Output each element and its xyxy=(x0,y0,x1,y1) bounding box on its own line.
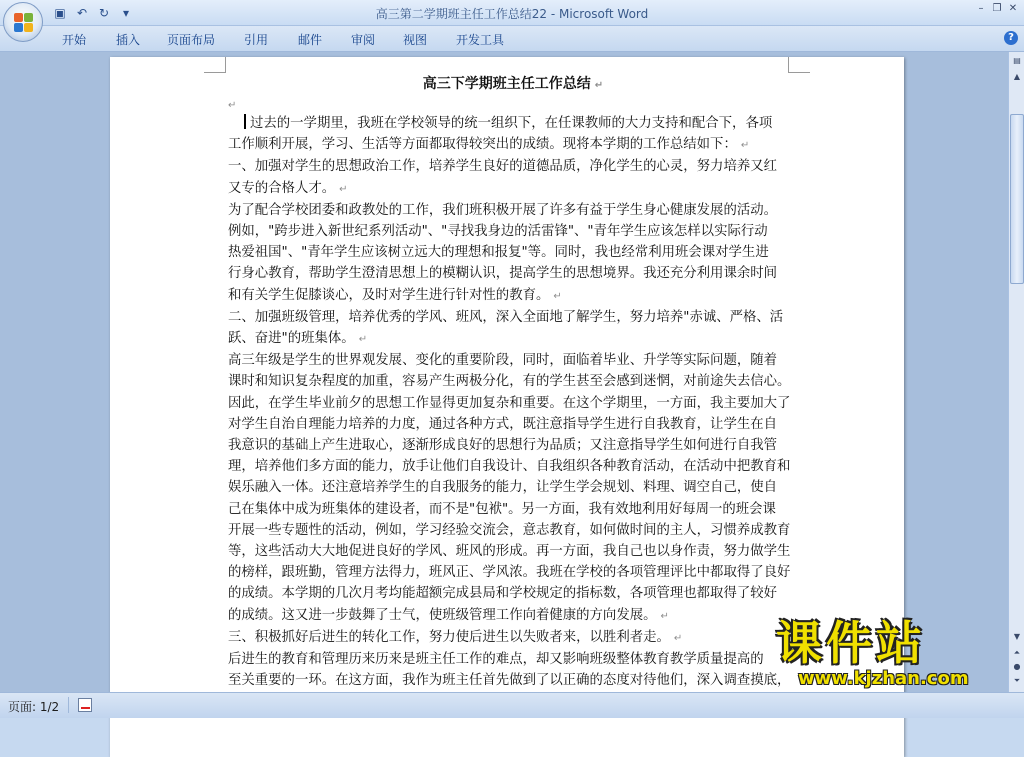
status-bar xyxy=(0,692,1024,718)
document-line xyxy=(228,605,798,627)
document-line xyxy=(228,393,798,414)
ribbon-tabs xyxy=(0,26,1024,52)
line-text: 等，这些活动大大地促进良好的学风、班风的形成。再一方面，我自己也以身作责，努力做学生 xyxy=(228,544,791,560)
app-name: Microsoft Word xyxy=(558,7,649,21)
undo-icon[interactable]: ↶ xyxy=(76,6,88,20)
status-divider xyxy=(68,697,69,713)
next-page-icon[interactable]: ⏷ xyxy=(1013,676,1021,685)
line-text: 一、加强对学生的思想政治工作，培养学生良好的道德品质，净化学生的心灵，努力培养又红 xyxy=(228,159,778,175)
line-text: 工作顺利开展，学习、生活等方面都取得较突出的成绩。现将本学期的工作总结如下： xyxy=(228,137,737,153)
paragraph-mark: ↵ xyxy=(339,183,348,195)
line-text: 三、积极抓好后进生的转化工作，努力使后进生以失败者来，以胜利者走。 xyxy=(228,629,670,645)
document-line xyxy=(228,307,798,328)
document-line xyxy=(228,242,798,263)
line-text: 至关重要的一环。在这方面，我作为班主任首先做到了以正确的态度对待他们，深入调查摸底， xyxy=(228,673,791,689)
document-line xyxy=(228,371,798,392)
line-text: 课时和知识复杂程度的加重，容易产生两极分化，有的学生甚至会感到迷惘，对前途失去信心。 xyxy=(228,374,791,390)
line-text: 对学生自治自理能力培养的力度，通过各种方式，既注意指导学生进行自我教育，让学生在自 xyxy=(228,416,778,432)
line-text: 过去的一学期里，我班在学校领导的统一组织下，在任课教师的大力支持和配合下，各项 xyxy=(250,116,773,131)
watermark-url: www.kjzhan.com xyxy=(798,668,969,689)
line-text: 跃、奋进"的班集体。 xyxy=(228,331,355,347)
close-icon[interactable]: ✕ xyxy=(1008,3,1018,14)
vertical-scrollbar[interactable] xyxy=(1008,52,1024,692)
document-lines xyxy=(228,113,798,713)
document-line xyxy=(228,221,798,242)
line-text: 理，培养他们多方面的能力，放手让他们自我设计、自我组织各种教育活动，在活动中把教育和 xyxy=(228,459,791,475)
paragraph-mark: ↵ xyxy=(553,290,562,302)
scroll-thumb[interactable] xyxy=(1010,114,1024,284)
document-line xyxy=(228,285,798,307)
document-line xyxy=(228,520,798,541)
tab-developer[interactable]: 开发工具 xyxy=(456,33,505,47)
line-text: 二、加强班级管理，培养优秀的学风、班风，深入全面地了解学生，努力培养"赤诚、严格、活 xyxy=(228,309,784,325)
tab-home[interactable]: 开始 xyxy=(62,33,87,47)
paragraph-mark: ↵ xyxy=(740,140,750,152)
document-line xyxy=(228,541,798,562)
document-line xyxy=(228,350,798,371)
paragraph-mark: ↵ xyxy=(594,80,604,91)
text-cursor xyxy=(244,114,246,129)
scroll-down-icon[interactable]: ▼ xyxy=(1013,632,1021,641)
tab-view[interactable]: 视图 xyxy=(403,33,428,47)
tab-review[interactable]: 审阅 xyxy=(351,33,376,47)
office-button[interactable] xyxy=(3,2,43,42)
title-separator: - xyxy=(547,7,559,21)
document-line xyxy=(228,562,798,583)
document-line xyxy=(228,670,798,691)
browse-object-icon[interactable]: ● xyxy=(1013,662,1021,671)
line-text: 娱乐融入一体。还注意培养学生的自我服务的能力，让学生学会规划、料理、调空自己，使自 xyxy=(228,480,778,496)
window-title xyxy=(0,5,1024,22)
office-logo-icon xyxy=(14,13,34,33)
title-bar xyxy=(0,0,1024,26)
tab-references[interactable]: 引用 xyxy=(244,33,269,47)
document-line xyxy=(228,414,798,435)
line-text: 热爱祖国"、"青年学生应该树立远大的理想和报复"等。同时，我也经常利用班会课对学生进 xyxy=(228,245,769,261)
line-text: 高三年级是学生的世界观发展、变化的重要阶段，同时，面临着毕业、升学等实际问题，随着 xyxy=(228,353,778,369)
line-text: 的榜样，跟班勤，管理方法得力，班风正、学风浓。我班在学校的各项管理评比中都取得了良好 xyxy=(228,565,791,581)
document-line xyxy=(228,263,798,284)
paragraph-mark: ↵ xyxy=(228,100,237,111)
redo-icon[interactable]: ↻ xyxy=(98,6,110,20)
line-text: 因此，在学生毕业前夕的思想工作显得更加复杂和重要。在这个学期里，一方面，我主要加大了 xyxy=(228,395,791,411)
tab-page-layout[interactable]: 页面布局 xyxy=(167,33,216,47)
tab-insert[interactable]: 插入 xyxy=(116,33,141,47)
line-text: 我意识的基础上产生进取心，逐渐形成良好的思想行为品质；又注意指导学生如何进行自我管 xyxy=(228,438,778,454)
document-line xyxy=(228,435,798,456)
previous-page-icon[interactable]: ⏶ xyxy=(1013,648,1021,657)
document-line xyxy=(228,477,798,498)
document-heading xyxy=(228,71,798,97)
empty-paragraph xyxy=(228,97,798,113)
proofing-icon[interactable] xyxy=(78,698,92,712)
paragraph-mark: ↵ xyxy=(660,610,669,622)
heading-text: 高三下学期班主任工作总结 xyxy=(422,76,591,92)
line-text: 己在集体中成为班集体的建设者，而不是"包袱"。另一方面，我有效地利用好每周一的班会课 xyxy=(228,501,776,517)
line-text: 的成绩。本学期的几次月考均能超额完成县局和学校规定的指标数，各项管理也都取得了较好 xyxy=(228,586,778,602)
window-controls xyxy=(974,2,1020,16)
document-line xyxy=(228,627,798,649)
document-line xyxy=(228,328,798,350)
document-line xyxy=(228,178,798,200)
document-line xyxy=(228,200,798,221)
line-text: 后进生的教育和管理历来历来是班主任工作的难点，却又影响班级整体教育教学质量提高的 xyxy=(228,652,764,668)
ruler-toggle-icon[interactable]: ▤ xyxy=(1013,56,1021,65)
line-text: 又专的合格人才。 xyxy=(228,180,336,196)
document-name: 高三第二学期班主任工作总结22 xyxy=(375,7,548,21)
page-indicator[interactable]: 页面: 1/2 xyxy=(8,700,60,714)
line-text: 行身心教育，帮助学生澄清思想上的模糊认识，提高学生的思想境界。我还充分利用课余时间 xyxy=(228,266,778,282)
watermark-title: 课件站 xyxy=(776,616,926,670)
crop-mark-top-left xyxy=(204,57,226,73)
line-text: 为了配合学校团委和政教处的工作，我们班积极开展了许多有益于学生身心健康发展的活动。 xyxy=(228,202,778,218)
line-text: 和有关学生促膝谈心，及时对学生进行针对性的教育。 xyxy=(228,287,550,303)
help-icon[interactable]: ? xyxy=(1004,31,1018,45)
document-line xyxy=(228,456,798,477)
line-text: 的成绩。这又进一步鼓舞了士气，使班级管理工作向着健康的方向发展。 xyxy=(228,607,657,623)
line-text: 例如，"跨步进入新世纪系列活动"、"寻找我身边的活雷锋"、"青年学生应该怎样以实际行动 xyxy=(228,224,768,240)
scroll-up-icon[interactable]: ▲ xyxy=(1013,72,1021,81)
document-line xyxy=(228,499,798,520)
paragraph-mark: ↵ xyxy=(358,334,368,346)
line-text: 开展一些专题性的活动，例如，学习经验交流会，意志教育，如何做时间的主人，习惯养成教育 xyxy=(228,522,791,538)
restore-icon[interactable]: ❐ xyxy=(992,3,1002,14)
document-page[interactable] xyxy=(110,57,904,757)
document-line xyxy=(228,113,798,134)
document-workspace xyxy=(0,52,1008,692)
document-line xyxy=(228,156,798,177)
paragraph-mark: ↵ xyxy=(673,632,683,644)
document-line xyxy=(228,649,798,670)
save-icon[interactable]: ▣ xyxy=(54,6,66,20)
customize-icon[interactable]: ▾ xyxy=(122,6,130,20)
minimize-icon[interactable]: – xyxy=(978,3,984,14)
tab-mailings[interactable]: 邮件 xyxy=(298,33,323,47)
document-line xyxy=(228,583,798,604)
document-line xyxy=(228,134,798,156)
document-body[interactable] xyxy=(228,71,798,713)
